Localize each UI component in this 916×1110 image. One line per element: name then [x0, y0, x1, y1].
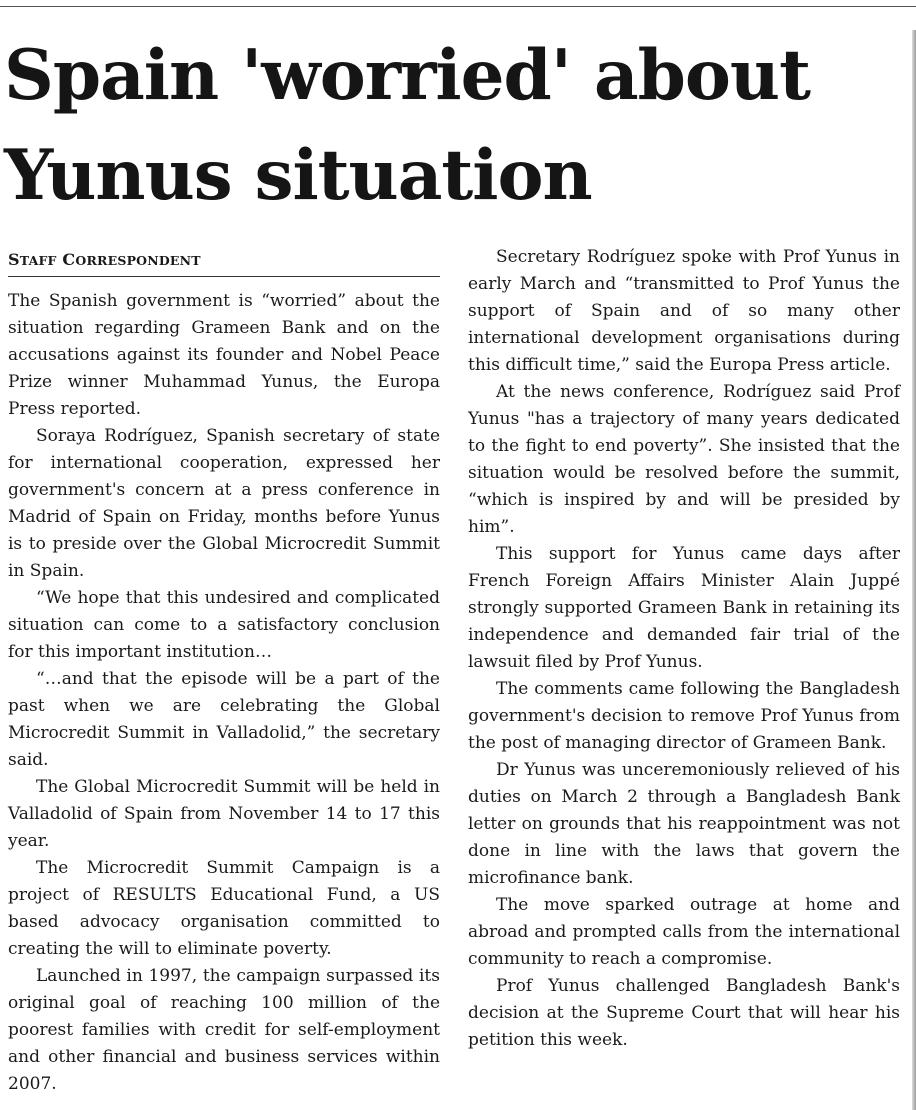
paragraph: The comments came following the Bangladesh government's decision to remove Prof Yunus from the post of managing director of Grameen Bank. [468, 679, 900, 753]
right-column [468, 244, 900, 1054]
paragraph: This support for Yunus came days after French Foreign Affairs Minister Alain Juppé strongly supported Grameen Bank in retaining its independence and demanded fair trial of the lawsuit filed by Prof Yunus. [468, 544, 900, 672]
headline [4, 26, 908, 226]
paragraph: “…and that the episode will be a part of the past when we are celebrating the Global Microcredit Summit in Valladolid,” the secretary said. [8, 669, 440, 770]
paragraph: Secretary Rodríguez spoke with Prof Yunus in early March and “transmitted to Prof Yunus the support of Spain and of so many other international development organisations during this difficult time,” said the Europa Press article. [468, 247, 900, 375]
top-rule [0, 6, 916, 7]
paragraph: “We hope that this undesired and complicated situation can come to a satisfactory conclusion for this important institution… [8, 588, 440, 662]
paragraph: Soraya Rodríguez, Spanish secretary of state for international cooperation, expressed her government's concern at a press conference in Madrid of Spain on Friday, months before Yunus is to preside over the Global Microcredit Summit in Spain. [8, 426, 440, 581]
byline-cap-2: C [62, 250, 76, 269]
paragraph: At the news conference, Rodríguez said Prof Yunus "has a trajectory of many years dedicated to the fight to end poverty”. She insisted that the situation would be resolved before the summit, “which is inspired by and will be presided by him”. [468, 382, 900, 537]
paragraph: The Spanish government is “worried” about the situation regarding Grameen Bank and on the accusations against its founder and Nobel Peace Prize winner Muhammad Yunus, the Europa Press reported. [8, 291, 440, 419]
paragraph: Dr Yunus was unceremoniously relieved of his duties on March 2 through a Bangladesh Bank letter on grounds that his reappointment was not done in line with the laws that govern the microfinance bank. [468, 760, 900, 888]
left-column [8, 242, 440, 1098]
byline-cap-1: S [8, 250, 20, 269]
page-edge-shadow [912, 30, 916, 1110]
paragraph: Launched in 1997, the campaign surpassed its original goal of reaching 100 million of the poorest families with credit for self-employment and other financial and business services within 2007. [8, 966, 440, 1094]
byline-small-2: ORRESPONDENT [75, 253, 201, 268]
headline-line-2: Yunus situation [4, 135, 592, 216]
paragraph: The Global Microcredit Summit will be held in Valladolid of Spain from November 14 to 17 this year. [8, 777, 440, 851]
byline [8, 242, 440, 277]
headline-line-1: Spain 'worried' about [4, 35, 810, 116]
byline-small-1: TAFF [19, 253, 57, 268]
paragraph: The move sparked outrage at home and abroad and prompted calls from the international community to reach a compromise. [468, 895, 900, 969]
paragraph: The Microcredit Summit Campaign is a project of RESULTS Educational Fund, a US based advocacy organisation committed to creating the will to eliminate poverty. [8, 858, 440, 959]
paragraph: Prof Yunus challenged Bangladesh Bank's decision at the Supreme Court that will hear his petition this week. [468, 976, 900, 1050]
